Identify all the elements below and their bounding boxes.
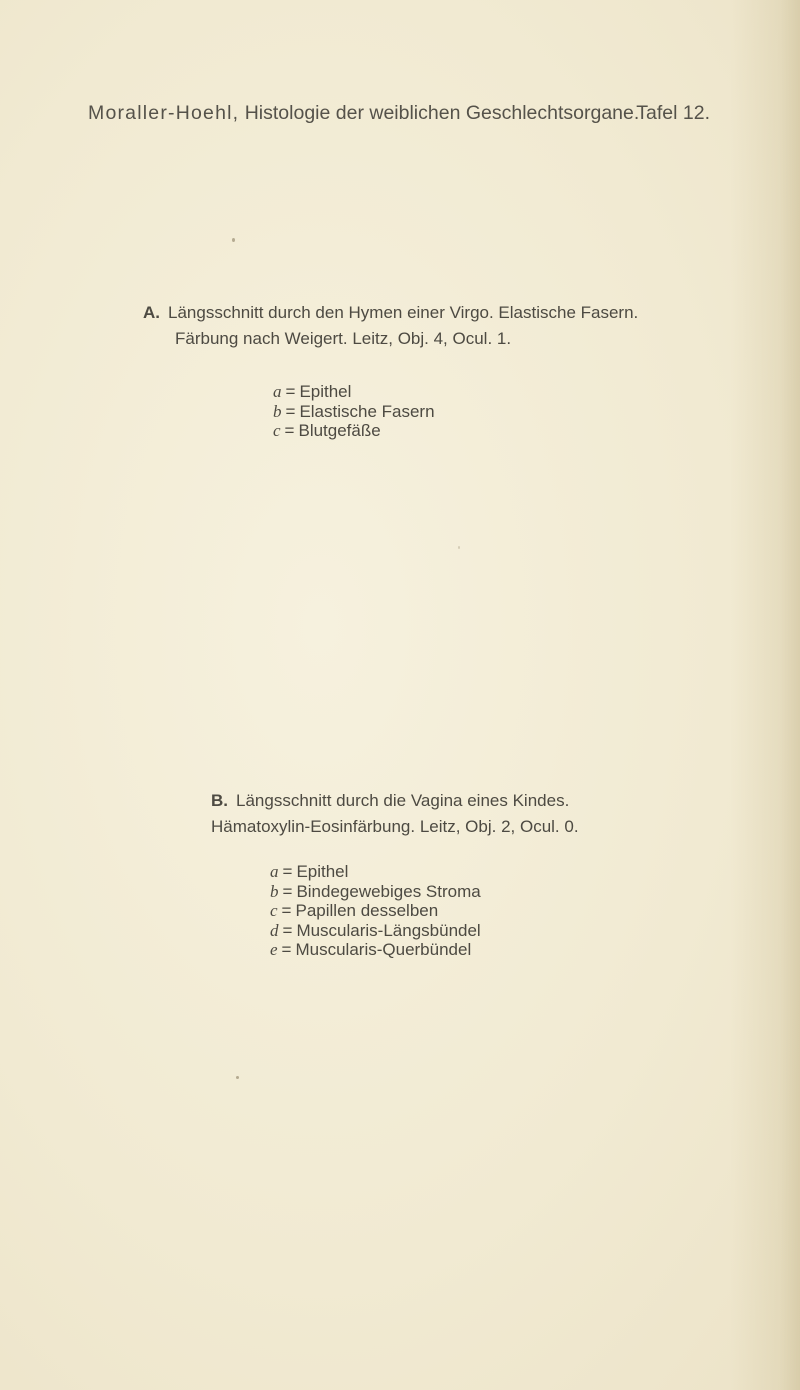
legend-eq: = xyxy=(285,401,296,421)
section-b-legend xyxy=(270,862,481,960)
legend-key: c xyxy=(270,901,278,920)
legend-text: Muscularis-Querbündel xyxy=(295,940,472,959)
legend-key: e xyxy=(270,940,278,959)
legend-eq: = xyxy=(281,940,292,959)
legend-row xyxy=(273,402,435,422)
section-b-line2: Hämatoxylin-Eosinfärbung. Leitz, Obj. 2, Ocul. 0. xyxy=(211,817,579,836)
running-head xyxy=(88,101,710,125)
legend-key: d xyxy=(270,920,279,940)
paper-speck xyxy=(458,546,460,549)
legend-key: a xyxy=(273,382,282,401)
section-a-legend xyxy=(273,382,435,441)
legend-text: Elastische Fasern xyxy=(299,401,435,421)
legend-text: Bindegewebiges Stroma xyxy=(296,881,481,901)
legend-key: b xyxy=(270,881,279,901)
legend-text: Papillen desselben xyxy=(295,901,439,920)
legend-eq: = xyxy=(285,382,296,401)
section-b-letter: B. xyxy=(211,791,228,810)
paper-speck xyxy=(236,1076,239,1079)
legend-key: a xyxy=(270,862,279,881)
section-b-caption xyxy=(211,788,579,840)
paper-speck xyxy=(232,238,235,242)
legend-eq: = xyxy=(281,901,292,920)
plate-number: Tafel 12. xyxy=(636,102,710,124)
legend-row xyxy=(270,882,481,902)
legend-key: b xyxy=(273,401,282,421)
running-head-author: Moraller-Hoehl, xyxy=(88,102,240,124)
legend-text: Blutgefäße xyxy=(298,421,381,440)
section-a-line2: Färbung nach Weigert. Leitz, Obj. 4, Ocul. 1. xyxy=(175,329,512,348)
legend-key: c xyxy=(273,421,281,440)
legend-row xyxy=(273,421,435,441)
running-head-title: Histologie der weiblichen Geschlechtsorgane. xyxy=(244,102,640,124)
legend-row xyxy=(270,862,481,882)
legend-row xyxy=(273,382,435,402)
legend-eq: = xyxy=(282,920,293,940)
legend-text: Epithel xyxy=(299,382,352,401)
legend-row xyxy=(270,901,481,921)
legend-eq: = xyxy=(282,862,293,881)
section-a-caption xyxy=(143,300,638,352)
legend-row xyxy=(270,921,481,941)
section-a-line1: Längsschnitt durch den Hymen einer Virgo. Elastische Fasern. xyxy=(168,303,639,322)
legend-text: Muscularis-Längsbündel xyxy=(296,920,481,940)
legend-text: Epithel xyxy=(296,862,349,881)
legend-row xyxy=(270,940,481,960)
section-b-line1: Längsschnitt durch die Vagina eines Kindes. xyxy=(236,791,570,810)
legend-eq: = xyxy=(282,881,293,901)
section-a-letter: A. xyxy=(143,303,160,322)
legend-eq: = xyxy=(284,421,295,440)
